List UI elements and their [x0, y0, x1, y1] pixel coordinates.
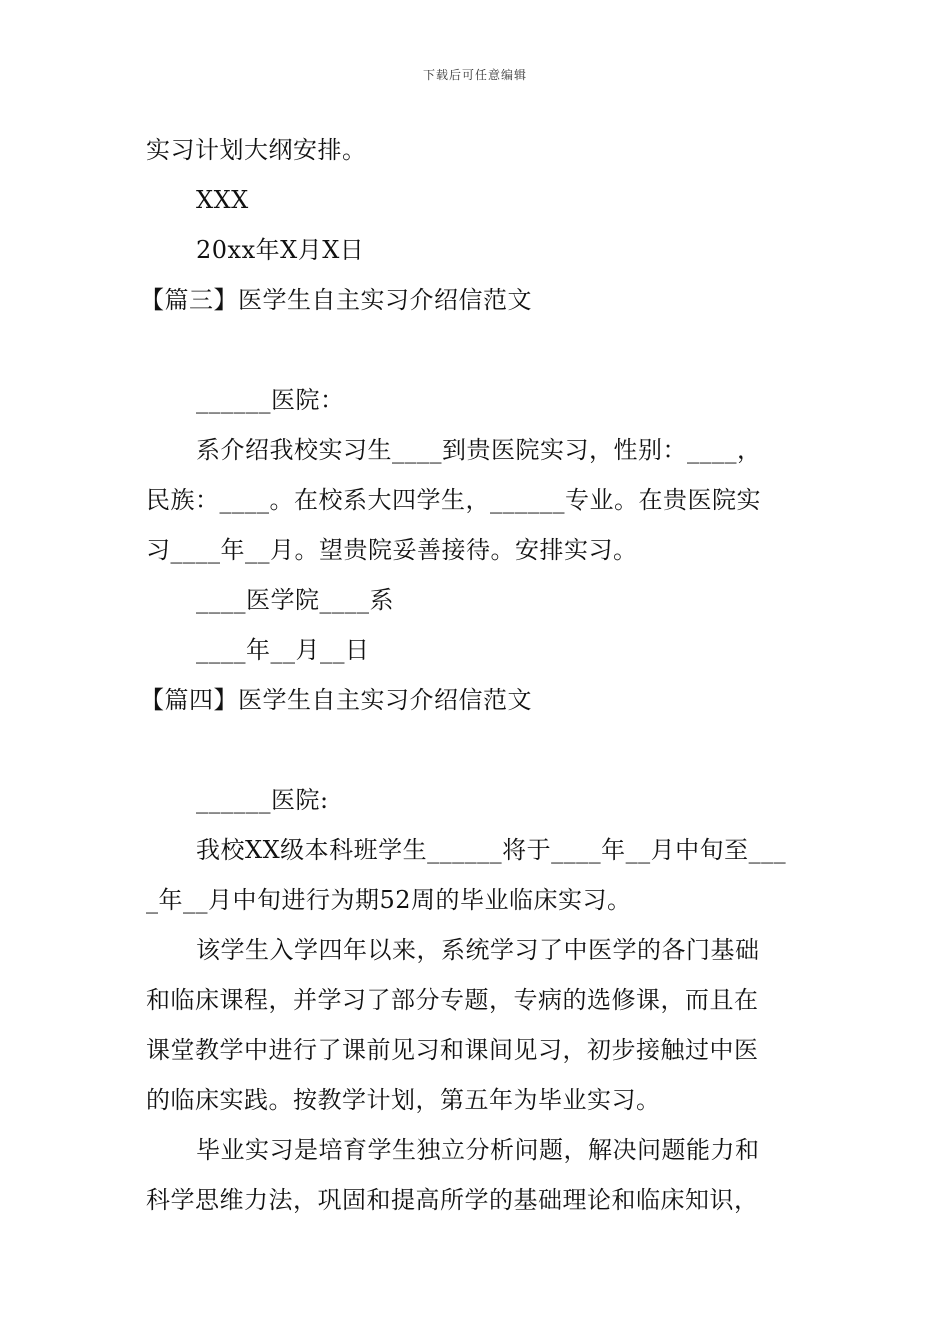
- signature-date: ____年__月__日: [196, 636, 370, 664]
- body-line: 该学生入学四年以来，系统学习了中医学的各门基础: [196, 936, 760, 964]
- body-line: 我校XX级本科班学生______将于____年__月中旬至___: [196, 836, 787, 864]
- section-heading-4: 【篇四】医学生自主实习介绍信范文: [140, 686, 532, 714]
- body-line: 课堂教学中进行了课前见习和课间见习，初步接触过中医: [146, 1036, 759, 1064]
- salutation: ______医院：: [196, 386, 345, 414]
- body-line: _年__月中旬进行为期52周的毕业临床实习。: [146, 886, 632, 914]
- signature-date: 20xx年X月X日: [196, 236, 365, 264]
- page-header: 下载后可任意编辑: [422, 68, 527, 82]
- body-line: 民族：____。在校系大四学生，______专业。在贵医院实: [146, 486, 761, 514]
- signature-department: ____医学院____系: [196, 586, 394, 614]
- body-line: 科学思维力法，巩固和提高所学的基础理论和临床知识，: [146, 1186, 759, 1214]
- body-line: 和临床课程，并学习了部分专题，专病的选修课，而且在: [146, 986, 759, 1014]
- body-line: 毕业实习是培育学生独立分析问题，解决问题能力和: [196, 1136, 760, 1164]
- salutation: ______医院:: [196, 786, 329, 814]
- body-line: 系介绍我校实习生____到贵医院实习，性别：____，: [196, 436, 762, 464]
- signature-name: XXX: [196, 186, 249, 214]
- section-heading-3: 【篇三】医学生自主实习介绍信范文: [140, 286, 532, 314]
- body-line: 的临床实践。按教学计划，第五年为毕业实习。: [146, 1086, 661, 1114]
- body-line: 习____年__月。望贵院妥善接待。安排实习。: [146, 536, 638, 564]
- body-line: 实习计划大纲安排。: [146, 136, 367, 164]
